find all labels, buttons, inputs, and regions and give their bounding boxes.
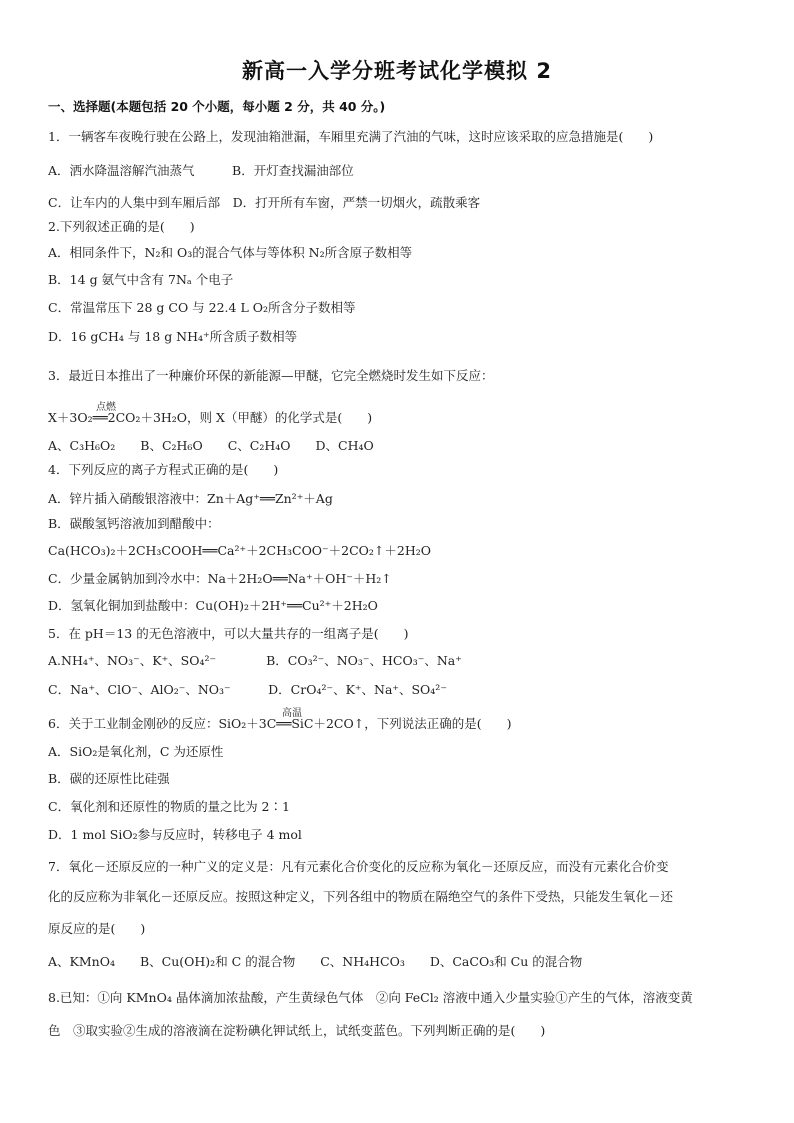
- question-4-option-d: D．氢氧化铜加到盐酸中：Cu(OH)₂＋2H⁺══Cu²⁺＋2H₂O: [48, 598, 378, 613]
- question-2-option-d: D．16 gCH₄ 与 18 g NH₄⁺所含质子数相等: [48, 329, 298, 344]
- question-3-options: A、C₃H₆O₂ B、C₂H₆O C、C₂H₄O D、CH₄O: [48, 438, 374, 453]
- question-4-option-b-equation: Ca(HCO₃)₂＋2CH₃COOH══Ca²⁺＋2CH₃COO⁻＋2CO₂↑＋2H₂O: [48, 543, 432, 558]
- question-7-stem-line2: 化的反应称为非氧化－还原反应。按照这种定义，下列各组中的物质在隔绝空气的条件下受热，只能发生氧化－还: [48, 889, 674, 904]
- question-1-options-ab: A．洒水降温溶解汽油蒸气 B．开灯查找漏油部位: [48, 163, 354, 178]
- question-4-option-c: C．少量金属钠加到冷水中：Na＋2H₂O══Na⁺＋OH⁻＋H₂↑: [48, 571, 392, 586]
- question-8-stem-line2: 色 ③取实验②生成的溶液滴在淀粉碘化钾试纸上，试纸变蓝色。下列判断正确的是( ): [48, 1023, 546, 1038]
- question-3-stem: 3．最近日本推出了一种廉价环保的新能源—甲醚，它完全燃烧时发生如下反应：: [48, 368, 494, 383]
- question-2-option-c: C．常温常压下 28 g CO 与 22.4 L O₂所含分子数相等: [48, 300, 356, 315]
- question-7-stem-line1: 7．氧化－还原反应的一种广义的定义是：凡有元素化合价变化的反应称为氧化－还原反应，而没有元素化合价变: [48, 859, 669, 874]
- question-6-option-a: A．SiO₂是氧化剂，C 为还原性: [48, 744, 224, 759]
- question-1-stem: 1．一辆客车夜晚行驶在公路上，发现油箱泄漏，车厢里充满了汽油的气味，这时应该采取的应急措施是( ): [48, 129, 654, 144]
- question-6-option-b: B．碳的还原性比硅强: [48, 771, 170, 786]
- question-5-stem: 5．在 pH＝13 的无色溶液中，可以大量共存的一组离子是( ): [48, 626, 409, 641]
- question-4-option-b: B．碳酸氢钙溶液加到醋酸中：: [48, 516, 220, 531]
- question-6-stem: 6．关于工业制金刚砂的反应：SiO₂＋3C══SiC＋2CO↑，下列说法正确的是( ): [48, 716, 512, 731]
- q3-condition-label: 点燃: [96, 402, 116, 413]
- question-6-option-d: D．1 mol SiO₂参与反应时，转移电子 4 mol: [48, 827, 302, 842]
- question-5-options-ab: A.NH₄⁺、NO₃⁻、K⁺、SO₄²⁻ B．CO₃²⁻、NO₃⁻、HCO₃⁻、Na⁺: [48, 653, 462, 668]
- question-8-stem-line1: 8.已知：①向 KMnO₄ 晶体滴加浓盐酸，产生黄绿色气体 ②向 FeCl₂ 溶液中通入少量实验①产生的气体，溶液变黄: [48, 990, 693, 1005]
- question-7-options: A、KMnO₄ B、Cu(OH)₂和 C 的混合物 C、NH₄HCO₃ D、CaCO₃和 Cu 的混合物: [48, 954, 583, 969]
- question-6-option-c: C．氧化剂和还原性的物质的量之比为 2∶1: [48, 799, 290, 814]
- question-4-option-a: A．锌片插入硝酸银溶液中：Zn＋Ag⁺══Zn²⁺＋Ag: [48, 491, 333, 506]
- question-7-stem-line3: 原反应的是( ): [48, 921, 146, 936]
- question-2-option-b: B．14 g 氨气中含有 7Nₐ 个电子: [48, 272, 234, 287]
- question-1-options-cd: C．让车内的人集中到车厢后部 D．打开所有车窗，严禁一切烟火，疏散乘客: [48, 195, 481, 210]
- question-2-option-a: A．相同条件下，N₂和 O₃的混合气体与等体积 N₂所含原子数相等: [48, 245, 413, 260]
- question-2-stem: 2.下列叙述正确的是( ): [48, 219, 195, 234]
- section-heading: 一、选择题(本题包括 20 个小题，每小题 2 分，共 40 分。): [48, 99, 386, 114]
- question-4-stem: 4．下列反应的离子方程式正确的是( ): [48, 462, 279, 477]
- question-5-options-cd: C．Na⁺、ClO⁻、AlO₂⁻、NO₃⁻ D．CrO₄²⁻、K⁺、Na⁺、SO₄²⁻: [48, 682, 447, 697]
- question-3-equation: X＋3O₂══2CO₂＋3H₂O，则 X（甲醚）的化学式是( ): [48, 410, 373, 425]
- page-title: 新高一入学分班考试化学模拟 2: [242, 59, 552, 83]
- q6-condition-label: 高温: [282, 708, 302, 719]
